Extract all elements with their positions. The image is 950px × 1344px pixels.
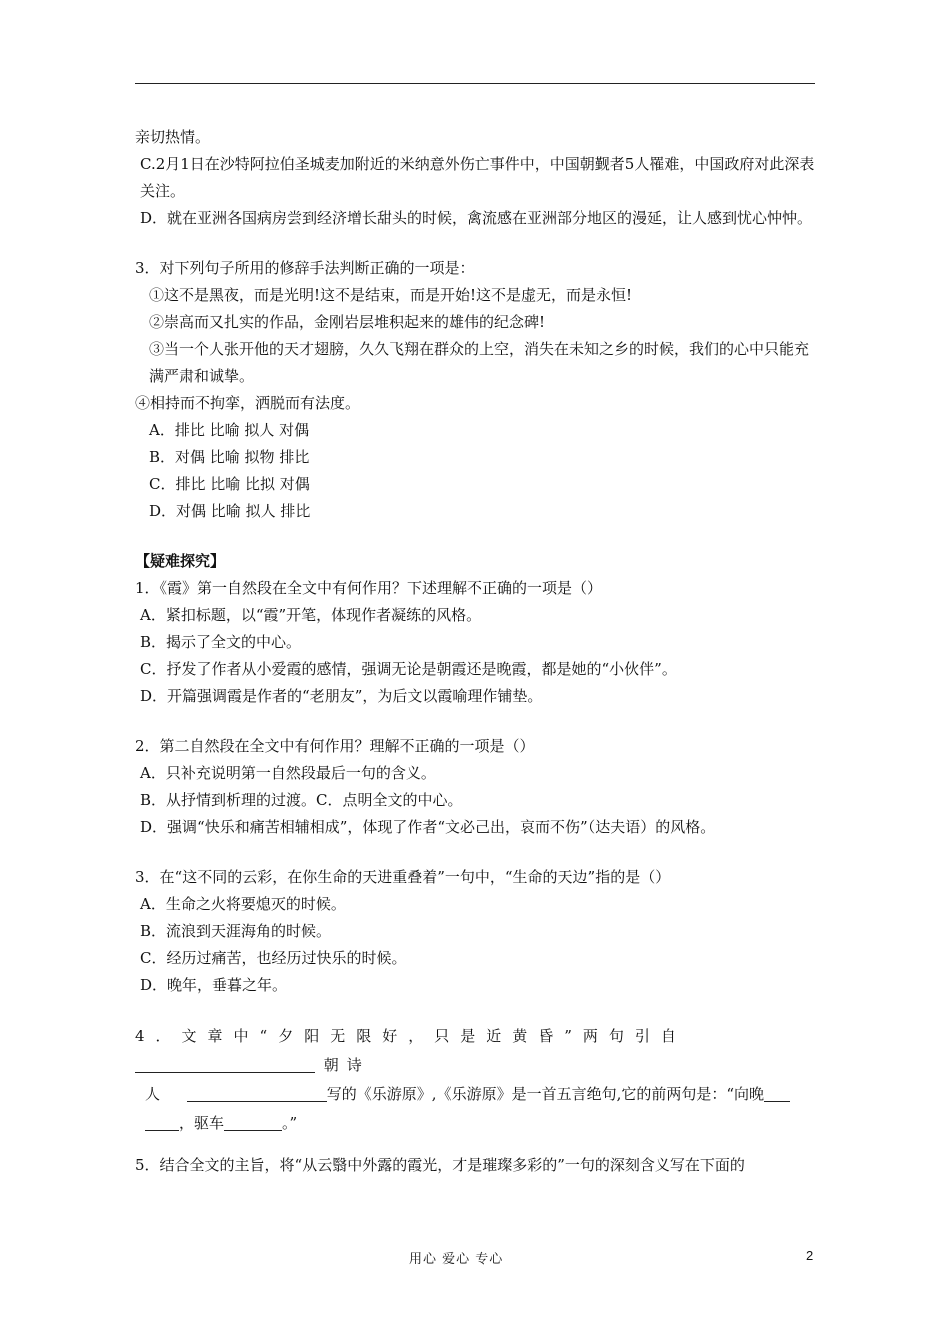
answer-blank-dynasty[interactable] [135, 1055, 315, 1073]
option-a: A．排比 比喻 拟人 对偶 [149, 421, 310, 439]
question-stem: 2．第二自然段在全文中有何作用？理解不正确的一项是（） [135, 737, 535, 755]
stem-continued: 朝诗 [323, 1056, 370, 1074]
question-stem: 3．在“这不同的云彩，在你生命的天进重叠着”一句中，“生命的天边”指的是（） [135, 868, 671, 886]
exercise-2 [135, 733, 815, 841]
option-a: A．生命之火将要熄灭的时候。 [140, 895, 346, 913]
option-d: D．开篇强调霞是作者的“老朋友”，为后文以霞喻理作铺垫。 [140, 687, 543, 705]
stem-word-poet: 人 [145, 1085, 161, 1103]
option-d: D．晚年，垂暮之年。 [140, 976, 288, 994]
option-a: A．只补充说明第一自然段最后一句的含义。 [140, 764, 436, 782]
exercise-3 [135, 864, 815, 999]
answer-blank-line1-b[interactable] [145, 1113, 179, 1131]
option-c: C．排比 比喻 比拟 对偶 [149, 475, 310, 493]
document-body [135, 124, 815, 1179]
option-d: D．强调“快乐和痛苦相辅相成”，体现了作者“文必己出，哀而不伤”（达夫语）的风格。 [140, 818, 716, 836]
option-b: B．揭示了全文的中心。 [140, 633, 302, 651]
question-stem: 1．《霞》第一自然段在全文中有何作用？下述理解不正确的一项是（） [135, 579, 603, 597]
stem-continued: ，驱车 [179, 1114, 225, 1132]
section-heading: 【疑难探究】 [135, 552, 226, 570]
sentence-3: ③当一个人张开他的天才翅膀，久久飞翔在群众的上空，消失在未知之乡的时候，我们的心中只能充满严肃和诚挚。 [149, 340, 810, 385]
option-b-c: B．从抒情到析理的过渡。C．点明全文的中心。 [140, 791, 463, 809]
exercise-5: 5．结合全文的主旨，将“从云翳中外露的霞光，才是璀璨多彩的”一句的深刻含义写在下面的 [135, 1156, 745, 1174]
page-number: 2 [806, 1248, 814, 1263]
sentence-2: ②崇高而又扎实的作品，金刚岩层堆积起来的雄伟的纪念碑! [149, 313, 546, 331]
prev-option-d: D．就在亚洲各国病房尝到经济增长甜头的时候，禽流感在亚洲部分地区的漫延，让人感到忧心忡忡。 [140, 209, 813, 227]
sentence-1: ①这不是黑夜，而是光明!这不是结束，而是开始!这不是虚无，而是永恒! [149, 286, 633, 304]
rhetoric-question [135, 255, 815, 525]
answer-blank-line2[interactable] [224, 1113, 282, 1131]
option-c: C．抒发了作者从小爱霞的感情，强调无论是朝霞还是晚霞，都是她的“小伙伴”。 [140, 660, 677, 678]
header-rule [135, 83, 815, 84]
option-c: C．经历过痛苦，也经历过快乐的时候。 [140, 949, 407, 967]
continued-text: 亲切热情。 [135, 128, 211, 146]
option-d: D．对偶 比喻 拟人 排比 [149, 502, 311, 520]
prev-option-c: C.2月1日在沙特阿拉伯圣城麦加附近的米纳意外伤亡事件中，中国朝觐者5人罹难，中国政府对此深表关注。 [140, 155, 815, 200]
exercise-4 [135, 1022, 815, 1138]
answer-blank-line1-a[interactable] [764, 1084, 790, 1102]
stem-end: 。” [282, 1114, 298, 1132]
question-stem: 4．文章中“夕阳无限好，只是近黄昏”两句引自 [135, 1027, 687, 1045]
option-b: B．对偶 比喻 拟物 排比 [149, 448, 310, 466]
stem-continued: 写的《乐游原》,《乐游原》是一首五言绝句,它的前两句是：“向晚 [326, 1085, 765, 1103]
option-a: A．紧扣标题，以“霞”开笔，体现作者凝练的风格。 [140, 606, 482, 624]
answer-blank-poet[interactable] [187, 1084, 327, 1102]
footer-motto: 用心 爱心 专心 [409, 1252, 504, 1267]
question-stem: 3．对下列句子所用的修辞手法判断正确的一项是： [135, 259, 475, 277]
option-b: B．流浪到天涯海角的时候。 [140, 922, 332, 940]
sentence-4: ④相持而不拘挛，洒脱而有法度。 [135, 394, 361, 412]
exercise-1 [135, 575, 815, 710]
